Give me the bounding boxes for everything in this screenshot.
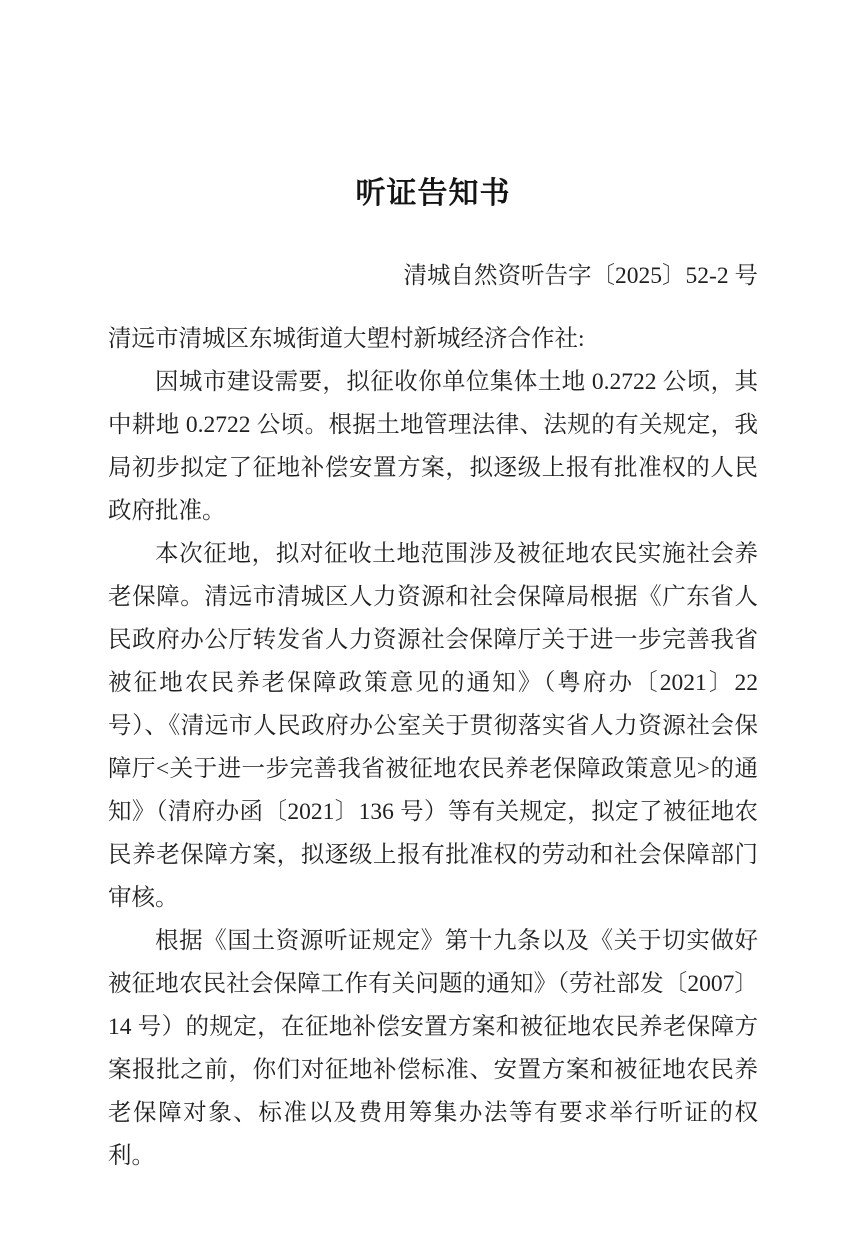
paragraph-land-acquisition: 因城市建设需要，拟征收你单位集体土地 0.2722 公顷，其中耕地 0.2722 公顷。根据土地管理法律、法规的有关规定，我局初步拟定了征地补偿安置方案，拟逐级上报有批准权的人民政府批准。 xyxy=(108,369,758,524)
paragraph-social-security-plan: 本次征地，拟对征收土地范围涉及被征地农民实施社会养老保障。清远市清城区人力资源和社会保障局根据《广东省人民政府办公厅转发省人力资源社会保障厅关于进一步完善我省被征地农民养老保障政策意见的通知》（粤府办〔2021〕22 号）、《清远市人民政府办公室关于贯彻落实省人力资源社会保障厅<关于进一步完善我省被征地农民养老保障政策意见>的通知》（清府办函〔2021〕136 号）等有关规定，拟定了被征地农民养老保障方案，拟逐级上报有批准权的劳动和社会保障部门审核。 xyxy=(108,541,758,911)
paragraph-hearing-rights: 根据《国土资源听证规定》第十九条以及《关于切实做好被征地农民社会保障工作有关问题的通知》（劳社部发〔2007〕14 号）的规定，在征地补偿安置方案和被征地农民养老保障方案报批之前，你们对征地补偿标准、安置方案和被征地农民养老保障对象、标准以及费用筹集办法等有要求举行听证的权利。 xyxy=(108,928,758,1169)
document-title: 听证告知书 xyxy=(355,177,511,210)
addressee-line: 清远市清城区东城街道大塱村新城经济合作社: xyxy=(108,326,585,352)
document-body xyxy=(108,318,758,1178)
document-number: 清城自然资听告字〔2025〕52-2 号 xyxy=(403,263,758,289)
